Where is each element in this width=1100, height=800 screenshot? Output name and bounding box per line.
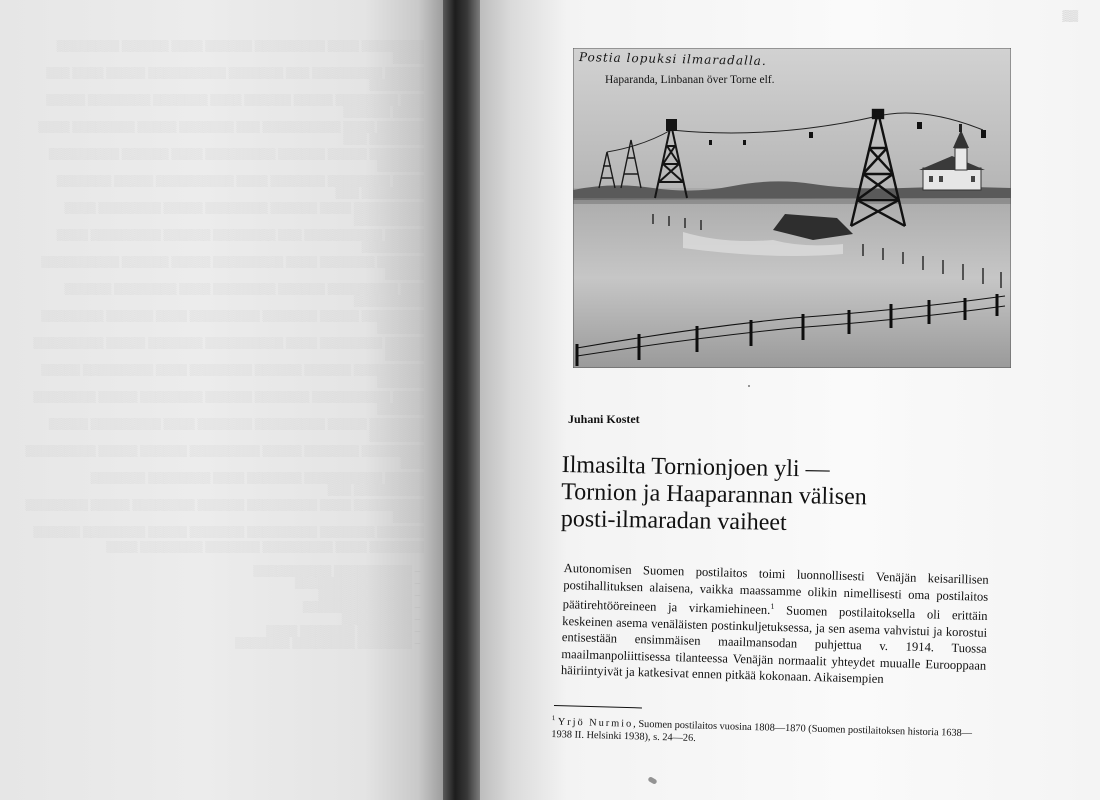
right-page [480,0,1100,800]
footnote-reference: 1 [770,601,775,611]
footnote-text: , Suomen postilaitos vuosina 1808—1870 (Suomen postilaitoksen historia 1638—1938 II. Helsinki 1938), s. 24—26. [551,718,973,745]
postcard-photo [573,48,1011,368]
body-text-part: Autonomisen Suomen postilaitos toimi luonnollisesti Venäjän keisarillisen postihallituksen alaisena, vaikka maassamme olikin nimellisesti oma postilaitos päätirehtööreineen ja virkamiehineen. [562,560,989,617]
page-number: ▒▒ [1062,10,1078,22]
ink-smudge [647,776,657,785]
footnote-number: 1 [551,713,556,723]
postcard-caption: Haparanda, Linbanan över Torne elf. [605,74,775,86]
article-author: Juhani Kostet [568,412,640,426]
body-text-part: Suomen postilaitoksella oli erittäin keskeinen asema venäläisten postinkuljetuksessa, ja sen asema vahvistui ja korostui entisestään ensimmäisen maailmansodan puhjettua v. 1914. Tuossa maailmanpoliittisessa tilanteessa Venäjän normaalit yhteydet muualle Eurooppaan häiriintyivät ja katkesivat ennen pitkää kokonaan. Aikaisempien [560,603,988,687]
postcard-illustration [573,48,1011,368]
title-line: Ilmasilta Tornionjoen yli — [561,452,830,483]
title-line: Tornion ja Haaparannan välisen [561,478,868,511]
article-body [561,560,989,691]
book-gutter [443,0,483,800]
footnote [551,712,980,753]
title-line: posti-ilmaradan vaiheet [560,505,787,536]
footnote-author: Yrjö Nurmio [557,716,634,730]
bleed-through-text: ▒▒▒▒▒▒▒▒ ▒▒▒▒ ▒▒▒▒▒▒▒▒▒ ▒▒▒▒▒▒ ▒▒▒▒ ▒▒▒▒▒▒ ▒▒▒▒▒▒▒▒ ▒▒▒▒ ▒▒▒▒▒ ▒▒▒▒▒▒▒▒▒ ▒▒▒ ▒▒▒▒▒▒▒ ▒▒▒▒▒▒▒▒▒▒ ▒▒▒▒▒ ▒▒▒▒ ▒▒▒ ▒▒▒▒▒▒▒ ▒▒▒ ▒▒▒▒▒▒▒▒ ▒▒▒▒▒ ▒▒▒▒▒▒ ▒▒▒▒ ▒▒▒▒▒▒▒ ▒▒▒▒▒▒▒▒ ▒▒▒▒▒ ▒▒▒▒ ▒▒▒▒▒▒ ▒▒▒▒▒▒ ▒▒▒▒ ▒▒▒▒▒▒▒▒▒▒ ▒▒▒ ▒▒▒▒▒▒▒ ▒▒▒▒▒ ▒▒▒▒▒▒▒▒ ▒▒▒▒ ▒▒▒▒▒▒▒ ▒▒▒ ▒▒▒▒▒▒▒ ▒▒▒▒▒ ▒▒▒▒▒▒ ▒▒▒▒▒▒▒▒▒ ▒▒▒▒ ▒▒▒▒▒▒ ▒▒▒▒▒▒▒▒▒ ▒▒▒▒▒▒ ▒▒▒▒ ▒▒▒▒▒▒▒▒ ▒▒▒▒▒▒▒ ▒▒▒▒ ▒▒▒▒▒▒▒▒▒▒ ▒▒▒▒▒ ▒▒▒▒▒▒▒ ▒▒▒▒▒▒▒▒ ▒▒▒ ▒▒▒▒▒▒▒▒▒ ▒▒▒▒ ▒▒▒▒▒▒ ▒▒▒▒▒▒▒▒ ▒▒▒▒▒ ▒▒▒▒▒▒▒▒ ▒▒▒▒ ▒▒▒▒▒▒▒▒▒ ▒▒▒▒▒ ▒▒▒▒▒▒▒▒▒▒ ▒▒▒ ▒▒▒▒▒▒▒▒ ▒▒▒▒▒▒ ▒▒▒▒▒▒▒▒▒ ▒▒▒▒ ▒▒▒▒▒▒▒▒ ▒▒▒▒▒▒ ▒▒▒▒▒▒▒ ▒▒▒▒ ▒▒▒▒▒▒▒▒▒ ▒▒▒▒▒ ▒▒▒▒▒▒ ▒▒▒▒▒▒▒▒▒▒ ▒▒▒▒▒ ▒▒▒ ▒▒▒▒▒▒▒▒▒ ▒▒▒▒▒▒ ▒▒▒▒▒▒▒▒ ▒▒▒▒ ▒▒▒▒▒▒▒▒ ▒▒▒▒▒▒ ▒▒▒▒▒▒▒▒▒ ▒▒▒▒▒▒▒▒ ▒▒▒▒▒ ▒▒▒▒▒▒▒ ▒▒▒▒▒▒▒▒▒ ▒▒▒▒ ▒▒▒▒▒▒ ▒▒▒▒▒▒▒▒ ▒▒▒▒▒▒ ▒▒▒▒▒ ▒▒▒▒▒▒▒▒ ▒▒▒▒ ▒▒▒▒▒▒▒▒▒▒ ▒▒▒▒▒▒▒ ▒▒▒▒▒ ▒▒▒▒▒▒▒▒▒ ▒▒▒▒▒ ▒▒▒▒▒▒▒▒▒ ▒▒▒▒▒▒ ▒▒▒▒▒▒ ▒▒▒▒▒▒▒▒ ▒▒▒▒ ▒▒▒▒▒▒▒▒▒ ▒▒▒▒▒ ▒▒▒▒▒▒ ▒▒▒▒ ▒▒▒▒▒▒▒▒▒▒ ▒▒▒▒▒▒▒ ▒▒▒▒▒▒ ▒▒▒▒▒▒▒▒ ▒▒▒▒▒ ▒▒▒▒▒▒▒▒ ▒▒▒▒▒▒ ▒▒▒▒▒▒▒ ▒▒▒▒▒ ▒▒▒▒▒▒▒▒▒ ▒▒▒▒▒▒▒ ▒▒▒▒ ▒▒▒▒▒▒▒▒▒ ▒▒▒▒▒ ▒▒▒▒▒▒▒ ▒▒▒▒▒▒▒▒ ▒▒▒▒▒▒▒ ▒▒▒▒▒ ▒▒▒▒▒▒▒▒▒ ▒▒▒▒▒▒ ▒▒▒▒▒ ▒▒▒▒▒▒▒▒▒ ▒▒▒ ▒▒▒▒▒ ▒▒▒▒▒▒▒▒▒▒ ▒▒▒▒▒▒▒ ▒▒▒▒ ▒▒▒▒▒▒▒▒ ▒▒▒▒▒▒▒ ▒▒▒▒▒▒▒▒▒ ▒▒▒ ▒▒▒▒▒▒▒▒▒ ▒▒▒▒ ▒▒▒▒▒▒▒▒▒ ▒▒▒▒▒▒ ▒▒▒▒▒▒▒▒ ▒▒▒▒▒ ▒▒▒▒▒▒▒▒ ▒▒▒▒ ▒▒▒▒▒▒ ▒▒▒▒▒▒▒ ▒▒▒▒▒▒▒▒▒ ▒▒▒▒▒▒▒ ▒▒▒▒▒ ▒▒▒▒▒▒▒▒ ▒▒▒▒▒▒ ▒▒▒▒▒▒▒ ▒▒▒▒ ▒▒▒▒▒▒▒▒▒ ▒▒▒▒▒▒▒ ▒▒▒▒▒▒▒▒ ▒▒▒▒ – ▒▒▒▒▒▒▒▒▒▒ ▒▒▒▒▒▒▒▒▒▒ – ▒▒▒▒▒▒▒▒▒▒▒▒▒▒▒ – ▒▒▒▒▒▒▒▒▒▒▒▒ – ▒▒▒▒▒▒▒▒▒▒▒▒▒▒ – ▒▒▒▒▒▒▒▒▒ – ▒▒▒▒▒▒▒ ▒▒▒▒▒▒▒ ▒▒▒▒ – ▒▒▒▒▒▒▒ ▒▒▒▒▒▒▒▒ ▒▒▒▒▒▒▒ [24,40,424,649]
print-speck [748,385,750,387]
postcard-handwritten-note: Postia lopuksi ilmaradalla. [578,50,767,68]
article-title [561,452,1032,541]
footnote-divider [554,705,642,708]
left-page [0,0,445,800]
